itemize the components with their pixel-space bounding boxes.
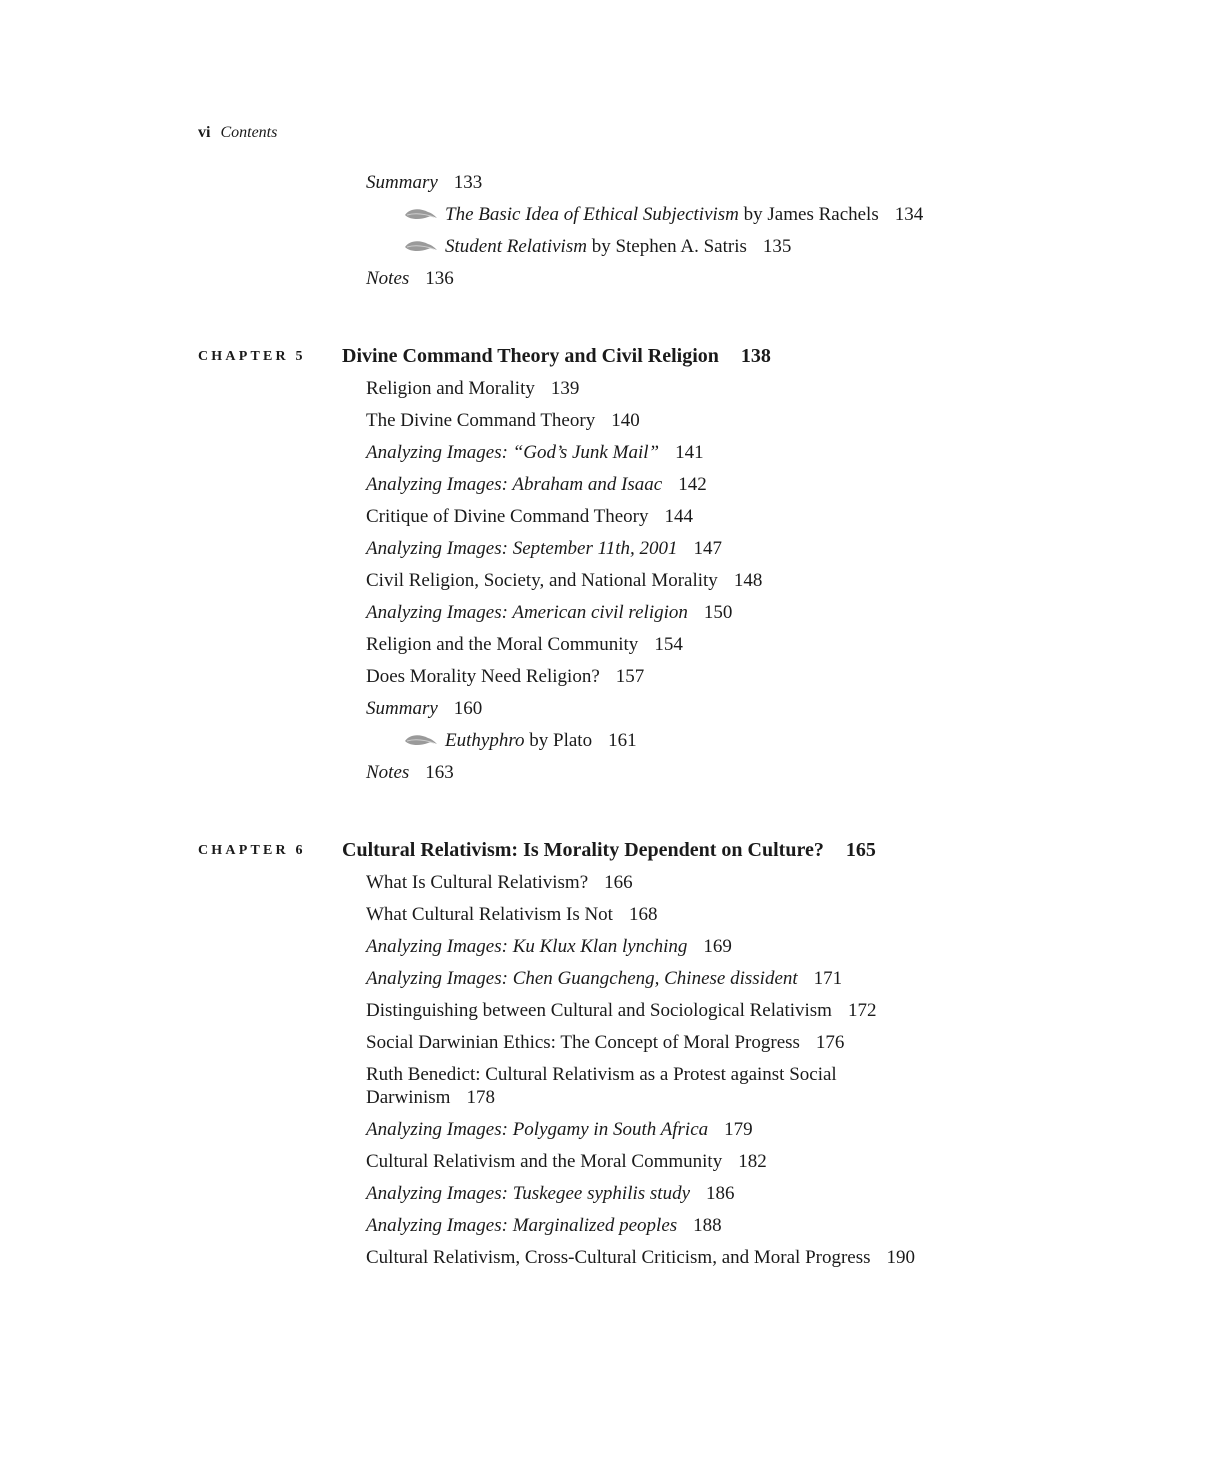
chapter-6-title[interactable] bbox=[342, 838, 876, 862]
toc-entry[interactable] bbox=[366, 871, 633, 894]
page-number: 140 bbox=[611, 410, 640, 431]
entry-title: Analyzing Images: Tuskegee syphilis study bbox=[366, 1183, 691, 1204]
entry-title: The Divine Command Theory bbox=[366, 410, 596, 431]
toc-entry[interactable] bbox=[366, 665, 644, 688]
entry-title: Civil Religion, Society, and National Morality bbox=[366, 570, 718, 591]
toc-entry[interactable] bbox=[366, 935, 732, 958]
toc-entry[interactable] bbox=[366, 1246, 915, 1269]
entry-title: What Is Cultural Relativism? bbox=[366, 872, 589, 893]
reading-author: by Plato bbox=[529, 730, 593, 751]
toc-entry[interactable] bbox=[366, 1118, 753, 1141]
page-number: 186 bbox=[706, 1183, 735, 1204]
entry-title: Critique of Divine Command Theory bbox=[366, 506, 649, 527]
page-number: 148 bbox=[733, 570, 763, 591]
toc-entry[interactable] bbox=[366, 1063, 896, 1109]
entry-title: Cultural Relativism and the Moral Community bbox=[366, 1151, 723, 1172]
page-number: 144 bbox=[664, 506, 693, 527]
entry-title: Cultural Relativism, Cross-Cultural Criticism, and Moral Progress bbox=[366, 1247, 871, 1268]
entry-title: Ruth Benedict: Cultural Relativism as a Protest against Social Darwinism bbox=[366, 1064, 837, 1108]
entry-title: Analyzing Images: Ku Klux Klan lynching bbox=[366, 936, 688, 957]
entry-title: Analyzing Images: Chen Guangcheng, Chinese dissident bbox=[366, 968, 798, 989]
feather-icon bbox=[404, 730, 438, 744]
toc-entry[interactable] bbox=[366, 409, 640, 432]
page-number: 179 bbox=[724, 1119, 753, 1140]
page-number: 133 bbox=[453, 172, 483, 193]
reading-entry[interactable] bbox=[404, 235, 791, 258]
feather-icon bbox=[404, 236, 438, 250]
entry-title: Summary bbox=[366, 698, 438, 719]
page-number: 147 bbox=[693, 538, 723, 559]
page-number: 150 bbox=[703, 602, 733, 623]
entry-title: Summary bbox=[366, 172, 438, 193]
chapter-6-title-text: Cultural Relativism: Is Morality Dependent on Culture? bbox=[342, 839, 824, 861]
toc-entry[interactable] bbox=[366, 569, 762, 592]
reading-title: The Basic Idea of Ethical Subjectivism bbox=[445, 204, 739, 225]
toc-entry[interactable] bbox=[366, 473, 707, 496]
running-head bbox=[198, 123, 277, 143]
page-number: 176 bbox=[815, 1032, 845, 1053]
chapter-5-title-text: Divine Command Theory and Civil Religion bbox=[342, 345, 719, 367]
entry-title: What Cultural Relativism Is Not bbox=[366, 904, 613, 925]
page-number: 178 bbox=[466, 1087, 495, 1108]
chapter-5-page: 138 bbox=[740, 345, 771, 367]
entry-title: Analyzing Images: “God’s Junk Mail” bbox=[366, 442, 660, 463]
reading-title: Student Relativism bbox=[445, 236, 587, 257]
entry-title: Distinguishing between Cultural and Sociological Relativism bbox=[366, 1000, 832, 1021]
page-number: 135 bbox=[762, 236, 792, 257]
entry-title: Analyzing Images: Abraham and Isaac bbox=[366, 474, 663, 495]
page-number: 163 bbox=[425, 762, 454, 783]
toc-entry[interactable] bbox=[366, 967, 842, 990]
reading-title: Euthyphro bbox=[445, 730, 525, 751]
toc-entry[interactable] bbox=[366, 633, 683, 656]
page-number: 171 bbox=[813, 968, 843, 989]
page-number: 141 bbox=[675, 442, 704, 463]
page-number: 190 bbox=[886, 1247, 916, 1268]
toc-entry[interactable] bbox=[366, 267, 454, 290]
chapter-5-title[interactable] bbox=[342, 344, 771, 368]
toc-entry[interactable] bbox=[366, 377, 579, 400]
page-number: 139 bbox=[550, 378, 580, 399]
entry-title: Social Darwinian Ethics: The Concept of Moral Progress bbox=[366, 1032, 800, 1053]
page-number: 136 bbox=[425, 268, 454, 289]
running-head-title: Contents bbox=[220, 124, 278, 141]
toc-entry[interactable] bbox=[366, 1182, 735, 1205]
page-number: 160 bbox=[453, 698, 483, 719]
page-number: 172 bbox=[847, 1000, 877, 1021]
entry-title: Analyzing Images: American civil religion bbox=[366, 602, 688, 623]
page-number: 161 bbox=[608, 730, 637, 751]
page-number: 169 bbox=[703, 936, 732, 957]
page-folio: vi bbox=[198, 124, 211, 141]
page-number: 166 bbox=[604, 872, 633, 893]
entry-title: Notes bbox=[366, 762, 410, 783]
page-number: 154 bbox=[654, 634, 683, 655]
page-number: 168 bbox=[628, 904, 658, 925]
toc-entry[interactable] bbox=[366, 999, 876, 1022]
entry-title: Analyzing Images: Polygamy in South Africa bbox=[366, 1119, 709, 1140]
reading-entry[interactable] bbox=[404, 203, 923, 226]
entry-title: Analyzing Images: September 11th, 2001 bbox=[366, 538, 678, 559]
toc-entry[interactable] bbox=[366, 441, 704, 464]
toc-entry[interactable] bbox=[366, 171, 482, 194]
entry-title: Does Morality Need Religion? bbox=[366, 666, 600, 687]
entry-title: Analyzing Images: Marginalized peoples bbox=[366, 1215, 678, 1236]
toc-entry[interactable] bbox=[366, 601, 732, 624]
toc-entry[interactable] bbox=[366, 761, 454, 784]
toc-entry[interactable] bbox=[366, 697, 482, 720]
reading-author: by James Rachels bbox=[743, 204, 879, 225]
page-number: 134 bbox=[894, 204, 924, 225]
toc-entry[interactable] bbox=[366, 903, 657, 926]
toc-entry[interactable] bbox=[366, 1031, 844, 1054]
page-number: 157 bbox=[615, 666, 645, 687]
reading-author: by Stephen A. Satris bbox=[591, 236, 747, 257]
reading-entry[interactable] bbox=[404, 729, 637, 752]
entry-title: Religion and the Moral Community bbox=[366, 634, 639, 655]
page-number: 188 bbox=[693, 1215, 722, 1236]
entry-title: Religion and Morality bbox=[366, 378, 535, 399]
toc-entry[interactable] bbox=[366, 1214, 722, 1237]
chapter-6-label: CHAPTER 6 bbox=[198, 843, 306, 858]
toc-entry[interactable] bbox=[366, 1150, 767, 1173]
chapter-6-page: 165 bbox=[845, 839, 876, 861]
entry-title: Notes bbox=[366, 268, 410, 289]
toc-entry[interactable] bbox=[366, 537, 722, 560]
toc-entry[interactable] bbox=[366, 505, 693, 528]
page-number: 142 bbox=[678, 474, 707, 495]
feather-icon bbox=[404, 204, 438, 218]
chapter-5-label: CHAPTER 5 bbox=[198, 349, 306, 364]
page-number: 182 bbox=[738, 1151, 767, 1172]
